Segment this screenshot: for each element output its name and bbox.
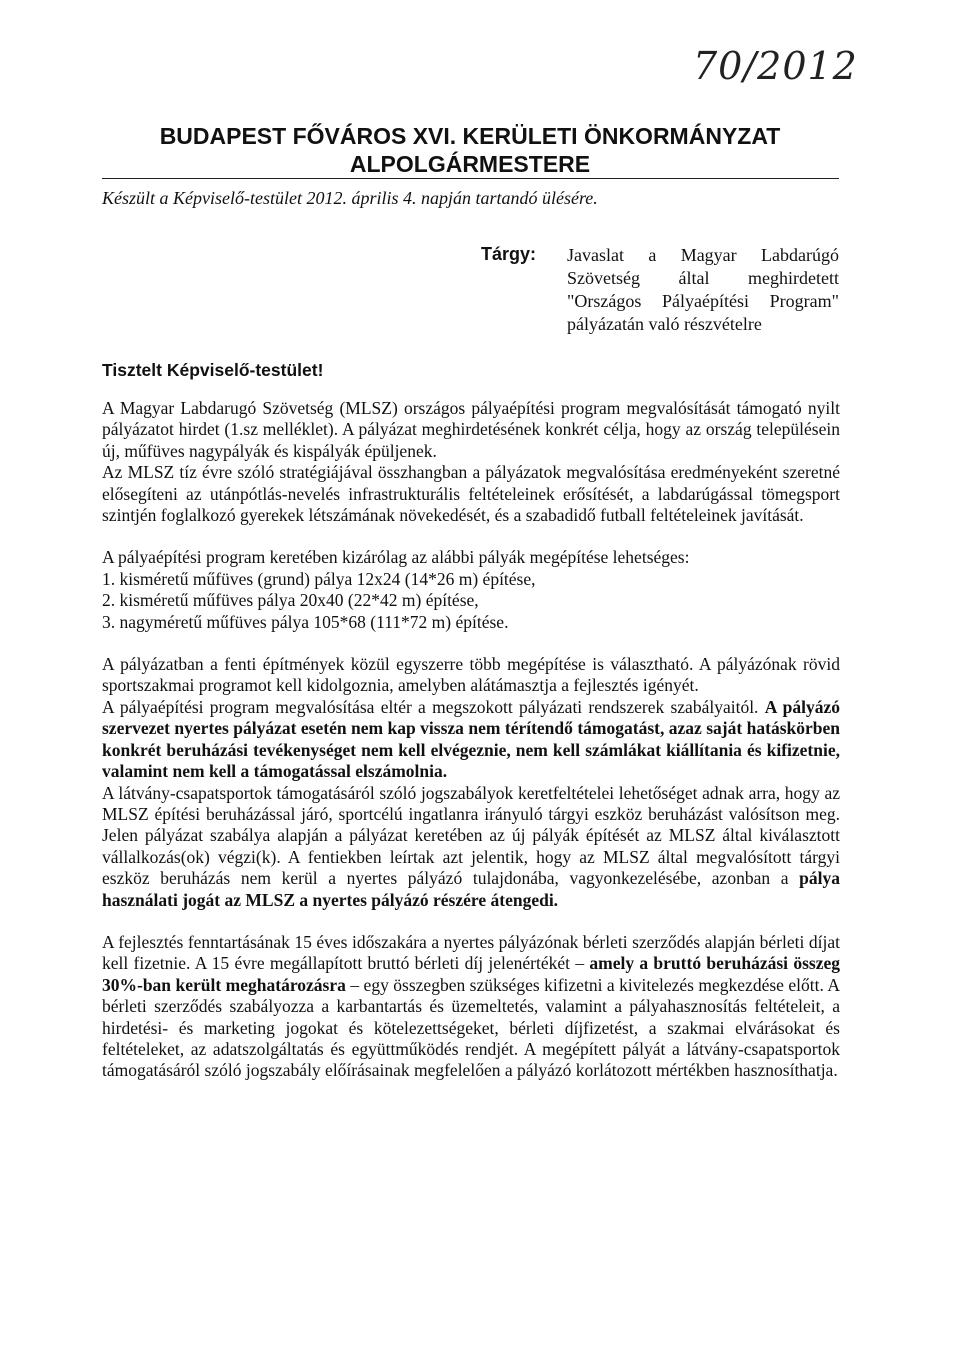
legal-bold-text: pálya használati jogát az MLSZ a nyertes pályázó részére átengedi.: [102, 868, 840, 910]
handwritten-file-number: 70/2012: [693, 44, 858, 88]
rental-text-b: – egy összegben szükséges kifizetni a kivitelezés megkezdése előtt. A bérleti szerződés szabályozza a karbantartás és üzemeltetés, valamint a pályahasznosítás feltételeit, a hirdetési- és marketing jogokat és kötelezettségeket, bérleti díjfizetést, a szakmai elvárásokat és feltételeket, az adatszolgáltatás és együttműködés rendjét. A megépített pályát a látvány-csapatsportok támogatásáról szóló jogszabály előírásainak megfelelően a pályázó korlátozott mértékben hasznosíthatja.: [102, 974, 840, 1081]
header-office: ALPOLGÁRMESTERE: [349, 151, 591, 177]
paragraph-strategy: Az MLSZ tíz évre szóló stratégiájával összhangban a pályázatok megvalósítása eredményeként szeretné elősegíteni az utánpótlás-nevelés infrastrukturális feltételeinek erősítését, a labdarúgással tömegsport szintjén foglalkozó gyerekek létszámának növekedését, és a szabadidő futball feltételeinek javítását.: [102, 462, 840, 526]
rental-bold-text: amely a bruttó beruházási összeg 30%-ban került meghatározásra: [102, 953, 840, 995]
header-institution: BUDAPEST FŐVÁROS XVI. KERÜLETI ÖNKORMÁNYZAT: [159, 123, 781, 149]
document-body: [102, 398, 840, 1082]
prepared-for-line: Készült a Képviselő-testület 2012. április 4. napján tartandó ülésére.: [102, 188, 598, 208]
legal-text: A látvány-csapatsportok támogatásáról szóló jogszabályok keretfeltételei lehetőséget adnak arra, hogy az MLSZ építési beruházással járó, sportcélú ingatlanra irányuló tárgyi eszköz beruházást valósítson meg. Jelen pályázat szabálya alapján a pályázat keretében az új pályák építését az MLSZ által kiválasztott vállalkozás(ok) végzi(k). A fentiekben leírtak azt jelentik, hogy az MLSZ által megvalósított tárgyi eszköz beruházás nem kerül a nyertes pályázó tulajdonába, vagyonkezelésébe, azonban a: [102, 782, 840, 889]
header-divider: [102, 178, 839, 179]
paragraph-rules: [102, 697, 840, 783]
paragraph-intro: A Magyar Labdarugó Szövetség (MLSZ) országos pályaépítési program megvalósítását támogató nyilt pályázatot hirdet (1.sz melléklet). A pályázat meghirdetésének konkrét célja, hogy az ország településein új, műfüves nagypályák és kispályák épüljenek.: [102, 398, 840, 461]
paragraph-legal-framework: [102, 783, 840, 911]
rules-text: A pályaépítési program megvalósítása eltér a megszokott pályázati rendszerek szabályaitól.: [102, 696, 765, 717]
rules-bold-text: A pályázó szervezet nyertes pályázat esetén nem kap vissza nem térítendő támogatást, azaz saját hatáskörben konkrét beruházási tevékenységet nem kell elvégeznie, nem kell számlákat kiállítania és kifizetnie, valamint nem kell a támogatással elszámolnia.: [102, 696, 840, 782]
pitch-list: [102, 547, 840, 633]
paragraph-rental: [102, 932, 840, 1082]
rental-text-a: A fejlesztés fenntartásának 15 éves időszakára a nyertes pályázónak bérleti szerződés alapján bérleti díjat kell fizetnie. A 15 évre megállapított bruttó bérleti díj jelenértékét –: [102, 931, 840, 974]
subject-label: Tárgy:: [481, 244, 537, 264]
list-item: 2. kisméretű műfüves pálya 20x40 (22*42 m) építése,: [102, 590, 479, 611]
list-item: 1. kisméretű műfüves (grund) pálya 12x24 (14*26 m) építése,: [102, 568, 536, 589]
greeting: Tisztelt Képviselő-testület!: [102, 360, 324, 380]
paragraph-multiple-choice: A pályázatban a fenti építmények közül egyszerre több megépítése is választható. A pályázónak rövid sportszakmai programot kell kidolgoznia, amelyben alátámasztja a fejlesztés igényét.: [102, 654, 840, 696]
document-header: [100, 122, 840, 178]
subject-text: Javaslat a Magyar Labdarúgó Szövetség által meghirdetett "Országos Pályaépítési Program" pályázatán való részvételre: [567, 245, 839, 334]
list-intro: A pályaépítési program keretében kizárólag az alábbi pályák megépítése lehetséges:: [102, 547, 690, 568]
list-item: 3. nagyméretű műfüves pálya 105*68 (111*72 m) építése.: [102, 611, 509, 632]
